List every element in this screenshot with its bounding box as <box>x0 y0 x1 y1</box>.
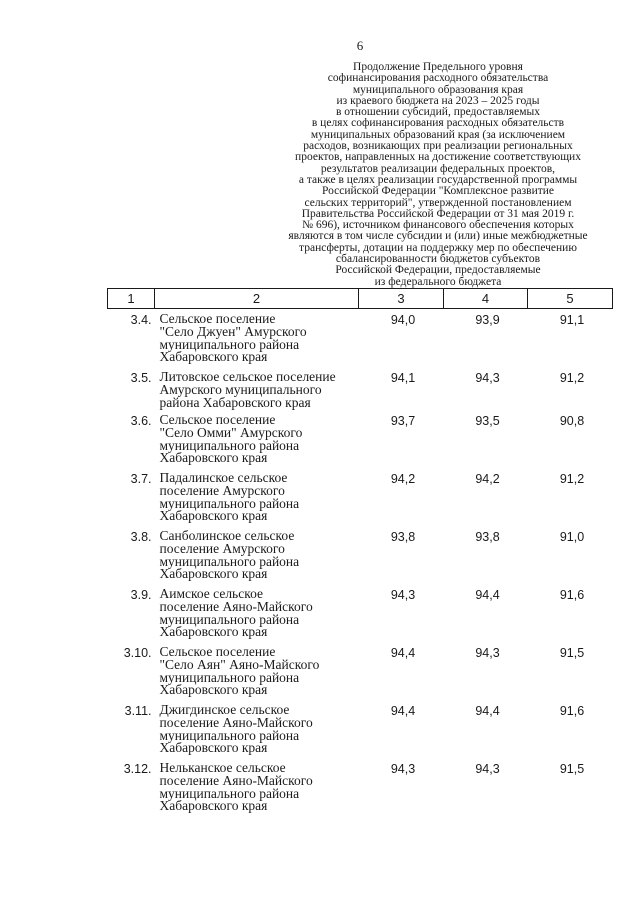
header-line: сбалансированности бюджетов субъектов <box>335 253 541 266</box>
value-2024: 93,8 <box>475 530 500 544</box>
header-line: Российской Федерации "Комплексное развитие <box>321 185 555 198</box>
settlement-name: Сельское поселение "Село Джуен" Амурского муниципального района Хабаровского края <box>159 311 307 365</box>
table-header-row <box>108 289 613 309</box>
row-number: 3.10. <box>123 646 152 660</box>
table-row <box>108 371 613 414</box>
value-2025: 91,5 <box>559 646 585 660</box>
row-number: 3.12. <box>123 762 152 776</box>
header-line: трансферты, дотации на поддержку мер по обеспечению <box>299 241 577 254</box>
value-2024: 94,3 <box>475 646 500 660</box>
value-2023: 93,8 <box>390 530 416 544</box>
settlement-name: Падалинское сельское поселение Амурского муниципального района Хабаровского края <box>159 470 300 524</box>
settlement-name: Сельское поселение "Село Омми" Амурского муниципального района Хабаровского края <box>159 412 303 466</box>
column-header: 5 <box>528 289 613 309</box>
table-row <box>108 530 613 588</box>
header-line: Российской Федерации, предоставляемые <box>335 264 541 277</box>
document-header <box>252 62 624 288</box>
header-line: в отношении субсидий, предоставляемых <box>336 106 540 119</box>
header-line: а также в целях реализации государственной программы <box>298 173 578 186</box>
settlement-name: Литовское сельское поселение Амурского муниципального района Хабаровского края <box>159 369 336 410</box>
header-line: из краевого бюджета на 2023 – 2025 годы <box>336 94 540 107</box>
settlement-name: Нельканское сельское поселение Аяно-Майского муниципального района Хабаровского края <box>159 760 313 814</box>
table-row <box>108 588 613 646</box>
table-row <box>108 414 613 472</box>
value-2025: 91,6 <box>559 704 585 718</box>
row-number: 3.8. <box>130 530 152 544</box>
value-2025: 91,2 <box>559 472 585 486</box>
value-2025: 90,8 <box>559 414 585 428</box>
header-line: Правительства Российской Федерации от 31 мая 2019 г. <box>301 207 575 220</box>
value-2024: 93,5 <box>475 414 500 428</box>
value-2025: 91,1 <box>559 313 585 327</box>
settlement-name: Джигдинское сельское поселение Аяно-Майского муниципального района Хабаровского края <box>159 702 313 756</box>
header-line: проектов, направленных на достижение соответствующих <box>295 151 581 164</box>
value-2023: 94,4 <box>390 704 416 718</box>
value-2025: 91,6 <box>559 588 585 602</box>
row-number: 3.9. <box>130 588 152 602</box>
table-row <box>108 762 613 820</box>
row-number: 3.4. <box>130 313 152 327</box>
row-number: 3.11. <box>124 704 152 718</box>
header-line: являются в том числе субсидии и (или) иные межбюджетные <box>288 230 588 243</box>
settlement-name: Аимское сельское поселение Аяно-Майского муниципального района Хабаровского края <box>159 586 313 640</box>
row-number: 3.6. <box>130 414 152 428</box>
header-line: Продолжение Предельного уровня <box>353 61 523 73</box>
header-line: в целях софинансирования расходных обязательств <box>311 117 565 130</box>
value-2024: 94,2 <box>475 472 500 486</box>
table-row <box>108 704 613 762</box>
column-header: 1 <box>108 289 155 309</box>
value-2024: 94,4 <box>475 588 500 602</box>
value-2025: 91,0 <box>559 530 585 544</box>
column-header: 4 <box>444 289 528 309</box>
header-line: сельских территорий", утвержденной постановлением <box>304 196 572 209</box>
header-line: софинансирования расходного обязательства <box>327 72 549 85</box>
row-number: 3.5. <box>130 371 152 385</box>
header-line: из федерального бюджета <box>374 275 502 288</box>
value-2025: 91,5 <box>559 762 585 776</box>
table-row <box>108 646 613 704</box>
header-line: результатов реализации федеральных проектов, <box>320 162 556 175</box>
value-2024: 93,9 <box>475 313 500 327</box>
header-line: муниципальных образований края (за исключением <box>310 128 566 141</box>
value-2023: 94,0 <box>390 313 416 327</box>
row-number: 3.7. <box>130 472 152 486</box>
column-header: 3 <box>359 289 444 309</box>
value-2023: 93,7 <box>390 414 416 428</box>
settlement-name: Санболинское сельское поселение Амурского муниципального района Хабаровского края <box>159 528 300 582</box>
value-2023: 94,3 <box>390 762 416 776</box>
value-2024: 94,3 <box>475 371 500 385</box>
header-line: № 696), источником финансового обеспечения которых <box>302 219 574 232</box>
table-row <box>108 472 613 530</box>
value-2023: 94,1 <box>390 371 416 385</box>
value-2024: 94,3 <box>475 762 500 776</box>
value-2023: 94,2 <box>390 472 416 486</box>
page-number: 6 <box>356 38 364 53</box>
value-2023: 94,3 <box>390 588 416 602</box>
value-2025: 91,2 <box>559 371 585 385</box>
value-2024: 94,4 <box>475 704 500 718</box>
column-header: 2 <box>155 289 359 309</box>
settlement-name: Сельское поселение "Село Аян" Аяно-Майского муниципального района Хабаровского края <box>159 644 320 698</box>
value-2023: 94,4 <box>390 646 416 660</box>
table-row <box>108 309 613 372</box>
header-line: муниципального образования края <box>352 83 524 96</box>
header-line: расходов, возникающих при реализации региональных <box>303 140 573 153</box>
subsidy-table <box>107 288 613 820</box>
